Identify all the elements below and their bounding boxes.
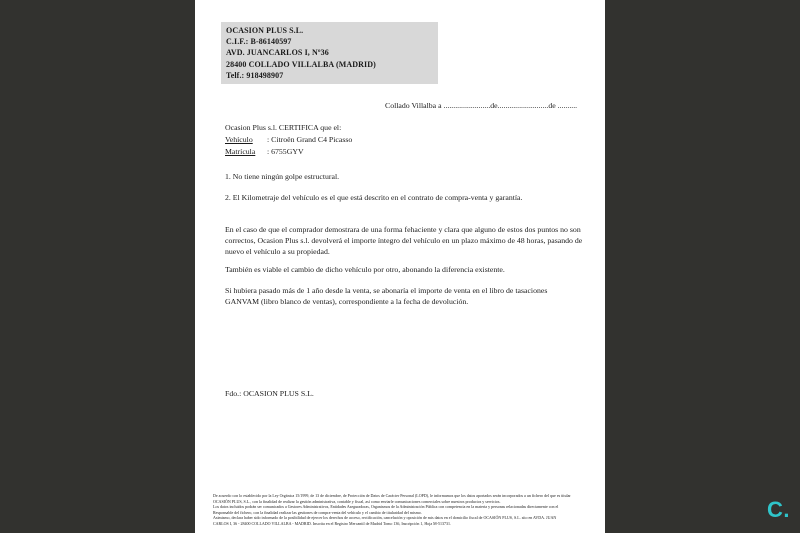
legal-line: Responsable del fichero, con la finalidad realizar las gestiones de compra-venta del vehículo y el cambio de titularidad del mismo. — [213, 509, 422, 515]
letterhead-address: AVD. JUANCARLOS I, Nº36 — [226, 48, 329, 58]
letterhead-cif: C.I.F.: B-86140597 — [226, 37, 292, 47]
legal-line: CARLOS I, 36 - 28400 COLLADO VILLALBA - MADRID. Inscrita en el Registro Mercantil de Madrid Tomo 136, Inscripción 1, Hoja M-513731. — [213, 520, 451, 526]
condition-point-2: 2. El Kilometraje del vehículo es el que está descrito en el contrato de compra-venta y garantía. — [225, 193, 523, 202]
coches-net-logo: C. — [767, 497, 790, 522]
letterhead-company: OCASION PLUS S.L. — [226, 26, 304, 35]
legal-line: De acuerdo con lo establecido por la Ley Orgánica 15/1999, de 13 de diciembre, de Protección de Datos de Carácter Personal (LOPD), le informamos que los datos aportados serán incorporados a un fichero del que es titular — [213, 493, 571, 498]
plate-label: Matrícula — [225, 147, 256, 156]
certify-line: Ocasion Plus s.l. CERTIFICA que el: — [225, 123, 342, 132]
letterhead-phone: Telf.: 918498907 — [226, 70, 284, 80]
legal-line: Asimismo, declara haber sido informado de la posibilidad de ejercer los derechos de acceso, rectificación, cancelación y oposición de mis datos en el domicilio fiscal de OCASIÓN PLUS, S.L. sito en AVDA. JUAN — [213, 515, 557, 521]
legal-fine-print — [213, 493, 601, 527]
document-page — [195, 0, 605, 533]
paragraph-refund: En el caso de que el comprador demostrara de una forma fehaciente y clara que alguno de estos dos puntos no son correctos, Ocasion Plus s.l. devolverá el importe íntegro del vehículo en un plazo máximo de 48 horas, pasando de nuevo el vehículo a su propiedad. — [225, 225, 583, 256]
vehicle-row — [225, 135, 352, 144]
paragraph-exchange: También es viable el cambio de dicho vehículo por otro, abonando la diferencia existente. — [225, 265, 505, 274]
plate-value: : 6755GYV — [267, 147, 304, 156]
legal-line: OCASIÓN PLUS, S.L., con la finalidad de realizar la gestión administrativa, contable y fiscal, así como enviarle comunicaciones comerciales sobre nuestros productos y servicios. — [213, 498, 501, 504]
vehicle-value: : Citroën Grand C4 Picasso — [267, 135, 353, 144]
condition-point-1: 1. No tiene ningún golpe estructural. — [225, 172, 340, 181]
legal-line: Los datos incluidos podrán ser comunicados a Gestores Administrativos, Entidades Aseguradoras, Organismos de la Administración Pública con competencia en la materia y personas relacionadas directamente con el — [213, 504, 559, 510]
date-line: Collado Villalba a ........................de..........................de .......... — [385, 101, 578, 110]
vehicle-label: Vehículo — [225, 135, 253, 144]
plate-row — [225, 147, 304, 156]
signature-line: Fdo.: OCASION PLUS S.L. — [225, 389, 314, 398]
letterhead-city: 28400 COLLADO VILLALBA (MADRID) — [226, 59, 376, 69]
letterhead-block — [221, 22, 438, 84]
paragraph-ganvam: Si hubiera pasado más de 1 año desde la venta, se abonaría el importe de venta en el libro de tasaciones GANVAM (libro blanco de ventas), correspondiente a la fecha de devolución. — [225, 286, 548, 306]
